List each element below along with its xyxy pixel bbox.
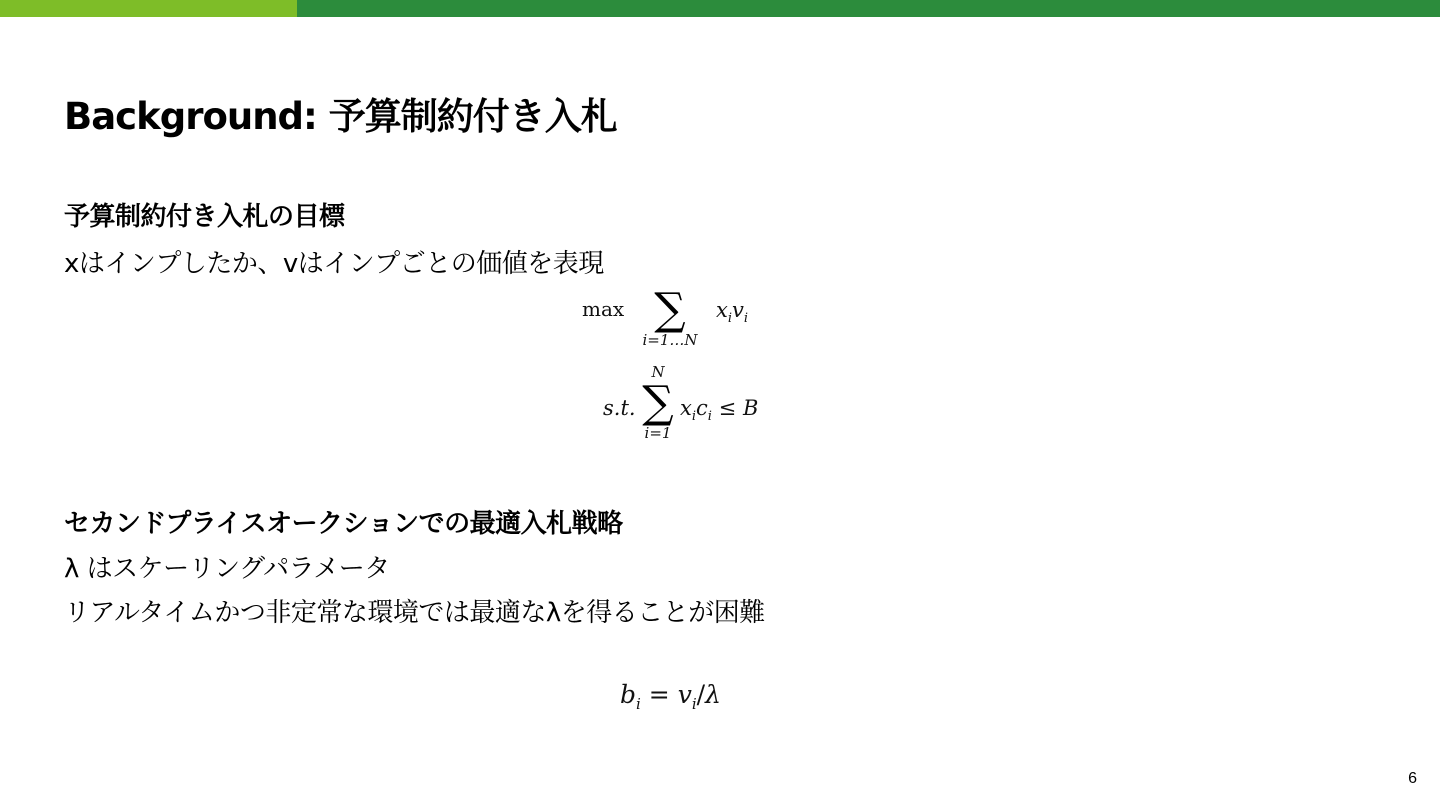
equals-symbol: = — [648, 680, 670, 709]
accent-bar-dark-segment — [297, 0, 1440, 17]
sigma-symbol: ∑ — [654, 284, 686, 335]
var-x: x — [680, 396, 692, 420]
section2-heading: セカンドプライスオークションでの最適入札戦略 — [64, 509, 623, 539]
leq-symbol: ≤ — [718, 396, 737, 420]
accent-bar-light-segment — [0, 0, 297, 17]
var-v: v — [677, 680, 692, 709]
top-accent-bar — [0, 0, 1440, 17]
section1-text: xはインプしたか、vはインプごとの価値を表現 — [64, 249, 604, 279]
page-number: 6 — [1408, 770, 1417, 787]
objective-term — [716, 298, 748, 326]
var-b: B — [742, 396, 759, 420]
sigma-symbol: ∑ — [642, 377, 674, 428]
section2-line2: リアルタイムかつ非定常な環境では最適なλを得ることが困難 — [64, 598, 765, 628]
slash-symbol: / — [696, 680, 706, 709]
constraint-sum — [640, 364, 676, 442]
st-prefix — [603, 396, 636, 420]
lambda-symbol: λ — [705, 680, 721, 709]
constraint-term — [680, 396, 758, 424]
var-b: b — [620, 680, 637, 709]
bid-equation — [620, 680, 721, 713]
sub-i: i — [743, 311, 749, 327]
section1-heading: 予算制約付き入札の目標 — [64, 202, 345, 232]
var-c: c — [696, 396, 708, 420]
sum-upper-limit: N — [651, 363, 665, 381]
sub-i: i — [691, 695, 697, 713]
objective-sum — [630, 284, 710, 349]
sum-lower-limit: i=1…N — [642, 331, 698, 349]
var-x: x — [716, 298, 728, 322]
sub-i: i — [636, 695, 641, 713]
sub-i: i — [707, 409, 712, 425]
sub-i: i — [691, 409, 697, 425]
section2-line1: λ はスケーリングパラメータ — [64, 554, 390, 584]
st-label: s.t. — [603, 396, 636, 420]
slide-title: Background: 予算制約付き入札 — [64, 95, 617, 138]
var-v: v — [732, 298, 744, 322]
sub-i: i — [727, 311, 733, 327]
max-operator: max — [582, 297, 625, 321]
sum-lower-limit: i=1 — [644, 424, 672, 442]
